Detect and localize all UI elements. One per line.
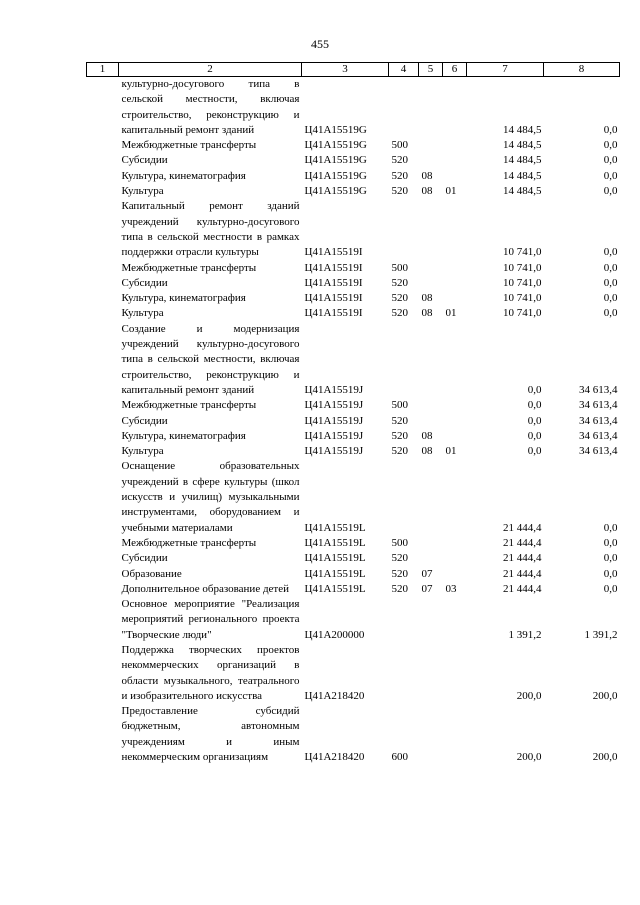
row-number-cell xyxy=(87,536,119,551)
row-number-cell xyxy=(87,704,119,765)
target-code-cell: Ц41А218420 xyxy=(304,689,365,702)
section-cell: 08 xyxy=(421,292,433,305)
item-name-cell: Поддержка творческих проектов некоммерческих организаций в области музыкального, театрального и изобразительного искусства xyxy=(121,643,300,702)
row-number-cell xyxy=(87,261,119,276)
expense-type-cell: 520 xyxy=(391,292,408,305)
column-header: 4 xyxy=(389,63,419,77)
section-cell: 08 xyxy=(421,445,433,458)
amount-col7-cell: 21 444,4 xyxy=(503,552,542,565)
section-cell: 07 xyxy=(421,567,433,580)
amount-col8-cell: 200,0 xyxy=(592,751,618,764)
row-number-cell xyxy=(87,138,119,153)
subsection-cell: 01 xyxy=(445,185,457,198)
row-number-cell xyxy=(87,169,119,184)
section-cell xyxy=(419,597,443,643)
row-number-cell xyxy=(87,459,119,535)
row-number-cell xyxy=(87,643,119,704)
expense-type-cell: 500 xyxy=(391,399,408,412)
expense-type-cell: 520 xyxy=(391,567,408,580)
expense-type-cell xyxy=(389,643,419,704)
amount-col8-cell: 0,0 xyxy=(603,307,618,320)
table-row xyxy=(87,199,620,260)
row-number-cell xyxy=(87,551,119,566)
item-name-cell: Субсидии xyxy=(121,414,168,427)
section-cell: 08 xyxy=(421,169,433,182)
row-number-cell xyxy=(87,567,119,582)
subsection-cell: 03 xyxy=(445,582,457,595)
section-cell xyxy=(419,459,443,535)
target-code-cell: Ц41А15519L xyxy=(304,567,366,580)
subsection-cell xyxy=(443,322,467,398)
table-row xyxy=(87,643,620,704)
subsection-cell xyxy=(443,414,467,429)
subsection-cell xyxy=(443,153,467,168)
row-number-cell xyxy=(87,199,119,260)
amount-col8-cell: 1 391,2 xyxy=(584,628,618,641)
amount-col7-cell: 0,0 xyxy=(527,383,542,396)
amount-col7-cell: 10 741,0 xyxy=(503,261,542,274)
subsection-cell: 01 xyxy=(445,307,457,320)
item-name-cell: Культура, кинематография xyxy=(121,169,246,182)
item-name-cell: Субсидии xyxy=(121,552,168,565)
expense-type-cell xyxy=(389,322,419,398)
section-cell xyxy=(419,276,443,291)
subsection-cell xyxy=(443,169,467,184)
column-header: 1 xyxy=(87,63,119,77)
section-cell xyxy=(419,153,443,168)
expense-type-cell xyxy=(389,77,419,139)
expense-type-cell: 520 xyxy=(391,276,408,289)
amount-col7-cell: 200,0 xyxy=(516,689,542,702)
expense-type-cell: 520 xyxy=(391,414,408,427)
table-row xyxy=(87,567,620,582)
subsection-cell xyxy=(443,77,467,139)
subsection-cell xyxy=(443,567,467,582)
subsection-cell xyxy=(443,643,467,704)
table-header-row xyxy=(87,63,620,77)
target-code-cell: Ц41А15519I xyxy=(304,246,363,259)
section-cell: 08 xyxy=(421,429,433,442)
expense-type-cell: 520 xyxy=(391,445,408,458)
target-code-cell: Ц41А15519G xyxy=(304,169,367,182)
section-cell xyxy=(419,398,443,413)
section-cell xyxy=(419,643,443,704)
target-code-cell: Ц41А15519L xyxy=(304,552,366,565)
row-number-cell xyxy=(87,597,119,643)
amount-col8-cell: 0,0 xyxy=(603,292,618,305)
item-name-cell: Создание и модернизация учреждений культурно-досугового типа в сельской местности, включая строительство, реконструкцию и капитальный ремонт зданий xyxy=(121,322,300,396)
amount-col7-cell: 14 484,5 xyxy=(503,169,542,182)
row-number-cell xyxy=(87,276,119,291)
table-row xyxy=(87,169,620,184)
section-cell xyxy=(419,704,443,765)
item-name-cell: Культура xyxy=(121,307,164,320)
amount-col8-cell: 34 613,4 xyxy=(579,414,618,427)
amount-col7-cell: 10 741,0 xyxy=(503,292,542,305)
table-row xyxy=(87,261,620,276)
amount-col8-cell: 0,0 xyxy=(603,185,618,198)
table-row xyxy=(87,291,620,306)
amount-col8-cell: 0,0 xyxy=(603,246,618,259)
row-number-cell xyxy=(87,306,119,321)
table-row xyxy=(87,322,620,398)
amount-col7-cell: 200,0 xyxy=(516,751,542,764)
item-name-cell: Культура xyxy=(121,185,164,198)
expense-type-cell: 520 xyxy=(391,307,408,320)
subsection-cell xyxy=(443,291,467,306)
section-cell xyxy=(419,551,443,566)
item-name-cell: Культура, кинематография xyxy=(121,292,246,305)
expense-type-cell xyxy=(389,199,419,260)
amount-col7-cell: 21 444,4 xyxy=(503,567,542,580)
amount-col8-cell: 0,0 xyxy=(603,261,618,274)
item-name-cell: Культура, кинематография xyxy=(121,429,246,442)
amount-col8-cell: 0,0 xyxy=(603,139,618,152)
item-name-cell: Дополнительное образование детей xyxy=(121,582,290,595)
target-code-cell: Ц41А15519I xyxy=(304,276,363,289)
expense-type-cell xyxy=(389,459,419,535)
subsection-cell xyxy=(443,276,467,291)
target-code-cell: Ц41А200000 xyxy=(304,628,365,641)
row-number-cell xyxy=(87,414,119,429)
target-code-cell: Ц41А15519G xyxy=(304,139,367,152)
expense-type-cell: 520 xyxy=(391,552,408,565)
target-code-cell: Ц41А15519L xyxy=(304,521,366,534)
table-row xyxy=(87,597,620,643)
subsection-cell xyxy=(443,138,467,153)
subsection-cell: 01 xyxy=(445,445,457,458)
amount-col8-cell: 34 613,4 xyxy=(579,383,618,396)
amount-col7-cell: 14 484,5 xyxy=(503,123,542,136)
amount-col7-cell: 21 444,4 xyxy=(503,521,542,534)
amount-col7-cell: 10 741,0 xyxy=(503,307,542,320)
amount-col7-cell: 0,0 xyxy=(527,445,542,458)
item-name-cell: Межбюджетные трансферты xyxy=(121,399,257,412)
subsection-cell xyxy=(443,199,467,260)
row-number-cell xyxy=(87,322,119,398)
section-cell: 07 xyxy=(421,582,433,595)
row-number-cell xyxy=(87,153,119,168)
amount-col8-cell: 0,0 xyxy=(603,567,618,580)
item-name-cell: Межбюджетные трансферты xyxy=(121,536,257,549)
table-row xyxy=(87,704,620,765)
item-name-cell: Капитальный ремонт зданий учреждений культурно-досугового типа в сельской местности в рамках поддержки отрасли культуры xyxy=(121,200,300,259)
amount-col7-cell: 21 444,4 xyxy=(503,536,542,549)
amount-col8-cell: 0,0 xyxy=(603,276,618,289)
subsection-cell xyxy=(443,536,467,551)
row-number-cell xyxy=(87,291,119,306)
table-row xyxy=(87,429,620,444)
expense-type-cell: 500 xyxy=(391,536,408,549)
target-code-cell: Ц41А15519J xyxy=(304,445,364,458)
target-code-cell: Ц41А15519J xyxy=(304,383,364,396)
section-cell xyxy=(419,322,443,398)
column-header: 8 xyxy=(544,63,620,77)
target-code-cell: Ц41А15519J xyxy=(304,429,364,442)
amount-col7-cell: 14 484,5 xyxy=(503,139,542,152)
subsection-cell xyxy=(443,429,467,444)
table-row xyxy=(87,459,620,535)
subsection-cell xyxy=(443,704,467,765)
row-number-cell xyxy=(87,398,119,413)
target-code-cell: Ц41А15519L xyxy=(304,582,366,595)
budget-table xyxy=(86,62,620,765)
section-cell xyxy=(419,199,443,260)
target-code-cell: Ц41А15519I xyxy=(304,261,363,274)
target-code-cell: Ц41А15519L xyxy=(304,536,366,549)
table-row xyxy=(87,414,620,429)
expense-type-cell: 520 xyxy=(391,429,408,442)
expense-type-cell xyxy=(389,597,419,643)
amount-col7-cell: 21 444,4 xyxy=(503,582,542,595)
row-number-cell xyxy=(87,184,119,199)
section-cell xyxy=(419,414,443,429)
subsection-cell xyxy=(443,261,467,276)
column-header: 7 xyxy=(467,63,544,77)
amount-col7-cell: 14 484,5 xyxy=(503,154,542,167)
table-row xyxy=(87,306,620,321)
table-row xyxy=(87,77,620,139)
amount-col8-cell: 34 613,4 xyxy=(579,399,618,412)
item-name-cell: Субсидии xyxy=(121,276,168,289)
table-row xyxy=(87,153,620,168)
target-code-cell: Ц41А15519G xyxy=(304,154,367,167)
target-code-cell: Ц41А15519I xyxy=(304,292,363,305)
table-row xyxy=(87,398,620,413)
column-header: 2 xyxy=(119,63,302,77)
item-name-cell: Культура xyxy=(121,445,164,458)
item-name-cell: Предоставление субсидий бюджетным, автономным учреждениям и иным некоммерческим организациям xyxy=(121,705,300,764)
amount-col8-cell: 200,0 xyxy=(592,689,618,702)
item-name-cell: Межбюджетные трансферты xyxy=(121,261,257,274)
expense-type-cell: 500 xyxy=(391,139,408,152)
item-name-cell: Основное мероприятие "Реализация мероприятий регионального проекта "Творческие люди" xyxy=(121,598,300,641)
column-header: 6 xyxy=(443,63,467,77)
section-cell xyxy=(419,138,443,153)
amount-col8-cell: 0,0 xyxy=(603,521,618,534)
subsection-cell xyxy=(443,459,467,535)
section-cell xyxy=(419,261,443,276)
amount-col7-cell: 1 391,2 xyxy=(508,628,542,641)
table-row xyxy=(87,444,620,459)
item-name-cell: Оснащение образовательных учреждений в сфере культуры (школ искусств и училищ) музыкальными инструментами, оборудованием и учебными материалами xyxy=(121,460,300,534)
table-body xyxy=(87,77,620,766)
section-cell: 08 xyxy=(421,185,433,198)
expense-type-cell: 600 xyxy=(391,751,408,764)
section-cell xyxy=(419,536,443,551)
row-number-cell xyxy=(87,77,119,139)
section-cell xyxy=(419,77,443,139)
amount-col7-cell: 0,0 xyxy=(527,399,542,412)
amount-col7-cell: 0,0 xyxy=(527,429,542,442)
column-header: 3 xyxy=(302,63,389,77)
page-number: 455 xyxy=(311,37,329,51)
item-name-cell: Межбюджетные трансферты xyxy=(121,139,257,152)
amount-col8-cell: 34 613,4 xyxy=(579,429,618,442)
amount-col8-cell: 0,0 xyxy=(603,154,618,167)
column-header: 5 xyxy=(419,63,443,77)
subsection-cell xyxy=(443,597,467,643)
table-row xyxy=(87,138,620,153)
row-number-cell xyxy=(87,444,119,459)
amount-col8-cell: 0,0 xyxy=(603,552,618,565)
amount-col8-cell: 0,0 xyxy=(603,169,618,182)
target-code-cell: Ц41А15519G xyxy=(304,123,367,136)
expense-type-cell: 520 xyxy=(391,582,408,595)
target-code-cell: Ц41А15519J xyxy=(304,399,364,412)
expense-type-cell: 520 xyxy=(391,169,408,182)
expense-type-cell: 520 xyxy=(391,154,408,167)
item-name-cell: Субсидии xyxy=(121,154,168,167)
amount-col7-cell: 10 741,0 xyxy=(503,246,542,259)
target-code-cell: Ц41А218420 xyxy=(304,751,365,764)
row-number-cell xyxy=(87,582,119,597)
amount-col7-cell: 10 741,0 xyxy=(503,276,542,289)
subsection-cell xyxy=(443,398,467,413)
table-row xyxy=(87,184,620,199)
target-code-cell: Ц41А15519I xyxy=(304,307,363,320)
target-code-cell: Ц41А15519G xyxy=(304,185,367,198)
amount-col8-cell: 0,0 xyxy=(603,123,618,136)
target-code-cell: Ц41А15519J xyxy=(304,414,364,427)
amount-col7-cell: 0,0 xyxy=(527,414,542,427)
table-row xyxy=(87,551,620,566)
amount-col8-cell: 34 613,4 xyxy=(579,445,618,458)
item-name-cell: культурно-досугового типа в сельской местности, включая строительство, реконструкцию и капитальный ремонт зданий xyxy=(121,78,300,136)
amount-col8-cell: 0,0 xyxy=(603,536,618,549)
table-row xyxy=(87,582,620,597)
row-number-cell xyxy=(87,429,119,444)
subsection-cell xyxy=(443,551,467,566)
expense-type-cell: 520 xyxy=(391,185,408,198)
section-cell: 08 xyxy=(421,307,433,320)
expense-type-cell: 500 xyxy=(391,261,408,274)
table-row xyxy=(87,536,620,551)
table-row xyxy=(87,276,620,291)
amount-col8-cell: 0,0 xyxy=(603,582,618,595)
amount-col7-cell: 14 484,5 xyxy=(503,185,542,198)
item-name-cell: Образование xyxy=(121,567,182,580)
